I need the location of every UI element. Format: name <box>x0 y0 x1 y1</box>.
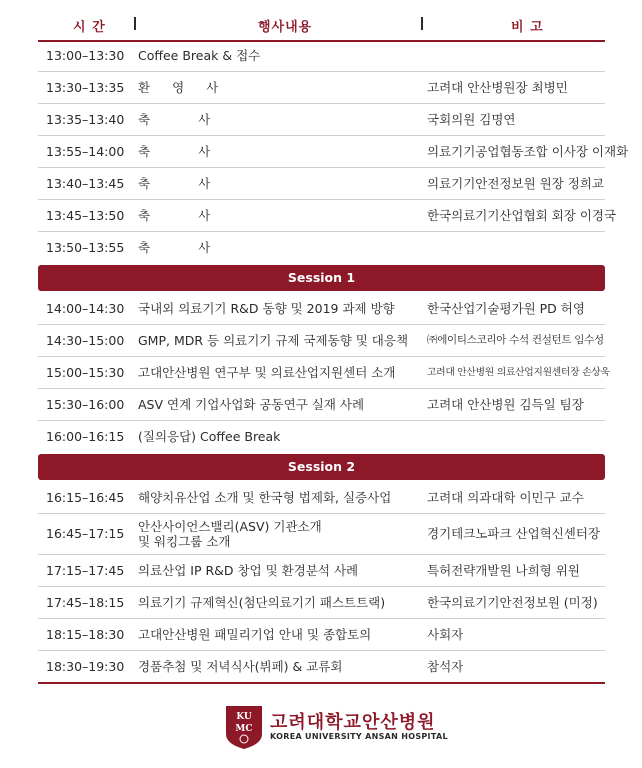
row-time: 13:35–13:40 <box>46 112 125 127</box>
row-content: 축사 <box>138 240 259 255</box>
row-content: 의료산업 IP R&D 창업 및 환경분석 사례 <box>138 563 359 578</box>
schedule-table <box>38 40 629 684</box>
row-content-line: 안산사이언스밸리(ASV) 기관소개 <box>138 519 322 534</box>
row-content <box>138 519 322 549</box>
table-row <box>38 72 605 104</box>
row-time: 13:00–13:30 <box>46 48 125 63</box>
hospital-name-english: KOREA UNIVERSITY ANSAN HOSPITAL <box>270 732 448 741</box>
row-note: 고려대 안산병원 의료산업지원센터장 손상욱 <box>427 367 610 378</box>
row-content: 축사 <box>138 112 259 127</box>
row-time: 13:45–13:50 <box>46 208 125 223</box>
session-1-banner: Session 1 <box>38 265 605 291</box>
header-separator <box>421 17 423 30</box>
row-content: 고대안산병원 패밀리기업 안내 및 종합토의 <box>138 627 372 642</box>
table-row <box>38 651 605 684</box>
table-row <box>38 104 605 136</box>
row-time: 16:45–17:15 <box>46 526 125 541</box>
row-note: ㈜에이티스코리아 수석 컨설턴트 임수성 <box>427 334 604 346</box>
row-note: 한국산업기술평가원 PD 허영 <box>427 301 585 316</box>
table-row <box>38 200 617 232</box>
row-content: (질의응답) Coffee Break <box>138 429 281 444</box>
schedule-header <box>38 8 605 42</box>
row-content: ASV 연계 기업사업화 공동연구 실재 사례 <box>138 397 365 412</box>
row-content: 축사 <box>138 176 259 191</box>
row-note: 참석자 <box>427 659 464 674</box>
header-content: 행사내용 <box>258 20 313 35</box>
row-time: 18:15–18:30 <box>46 627 125 642</box>
table-row <box>38 40 605 72</box>
table-row <box>38 587 605 619</box>
row-note: 한국의료기기안전정보원 (미정) <box>427 595 598 610</box>
row-time: 15:30–16:00 <box>46 397 125 412</box>
row-time: 15:00–15:30 <box>46 365 125 380</box>
table-row <box>38 514 605 555</box>
row-note: 특허전략개발원 나희형 위원 <box>427 563 580 578</box>
row-note: 고려대 안산병원장 최병민 <box>427 80 568 95</box>
row-note: 의료기기공업협동조합 이사장 이재화 <box>427 144 629 159</box>
table-row <box>38 482 605 514</box>
row-content: 국내외 의료기기 R&D 동향 및 2019 과제 방향 <box>138 301 395 316</box>
row-note: 의료기기안전정보원 원장 정희교 <box>427 176 604 191</box>
row-note: 고려대 안산병원 김득일 팀장 <box>427 397 584 412</box>
row-content: Coffee Break & 접수 <box>138 48 261 63</box>
table-row <box>38 357 610 389</box>
row-note: 국회의원 김명연 <box>427 112 516 127</box>
row-time: 17:15–17:45 <box>46 563 125 578</box>
row-note: 한국의료기기산업협회 회장 이경국 <box>427 208 617 223</box>
row-note: 고려대 의과대학 이민구 교수 <box>427 490 584 505</box>
table-row <box>38 168 605 200</box>
row-time: 13:55–14:00 <box>46 144 125 159</box>
row-time: 13:30–13:35 <box>46 80 125 95</box>
svg-text:KU: KU <box>236 712 252 722</box>
row-time: 18:30–19:30 <box>46 659 125 674</box>
table-row <box>38 555 605 587</box>
table-row <box>38 421 605 452</box>
table-row <box>38 619 605 651</box>
row-time: 13:50–13:55 <box>46 240 125 255</box>
row-time: 13:40–13:45 <box>46 176 125 191</box>
row-content: 의료기기 규제혁신(첨단의료기기 패스트트랙) <box>138 595 386 610</box>
hospital-name-korean: 고려대학교안산병원 <box>270 712 436 733</box>
row-time: 14:00–14:30 <box>46 301 125 316</box>
row-time: 17:45–18:15 <box>46 595 125 610</box>
row-content: 고대안산병원 연구부 및 의료산업지원센터 소개 <box>138 365 396 380</box>
header-separator <box>134 17 136 30</box>
row-content: 축사 <box>138 208 259 223</box>
row-content-line: 및 워킹그룹 소개 <box>138 534 231 549</box>
row-content: 축사 <box>138 144 259 159</box>
hospital-logo <box>224 704 484 754</box>
row-content: 경품추첨 및 저녁식사(뷔페) & 교류회 <box>138 659 343 674</box>
row-note: 경기테크노파크 산업혁신센터장 <box>427 526 601 541</box>
row-time: 14:30–15:00 <box>46 333 125 348</box>
table-row <box>38 136 629 168</box>
row-content: 환영사 <box>138 80 241 95</box>
table-row <box>38 389 605 421</box>
kumc-emblem-icon <box>224 704 264 750</box>
table-row <box>38 293 605 325</box>
svg-text:MC: MC <box>235 724 253 734</box>
row-content: 해양치유산업 소개 및 한국형 법제화, 실증사업 <box>138 490 392 505</box>
row-time: 16:00–16:15 <box>46 429 125 444</box>
table-row <box>38 325 605 357</box>
header-note: 비 고 <box>511 20 544 35</box>
header-time: 시 간 <box>73 20 106 35</box>
table-row <box>38 232 605 263</box>
row-time: 16:15–16:45 <box>46 490 125 505</box>
session-2-banner: Session 2 <box>38 454 605 480</box>
row-content: GMP, MDR 등 의료기기 규제 국제동향 및 대응책 <box>138 333 409 348</box>
row-note: 사회자 <box>427 627 464 642</box>
